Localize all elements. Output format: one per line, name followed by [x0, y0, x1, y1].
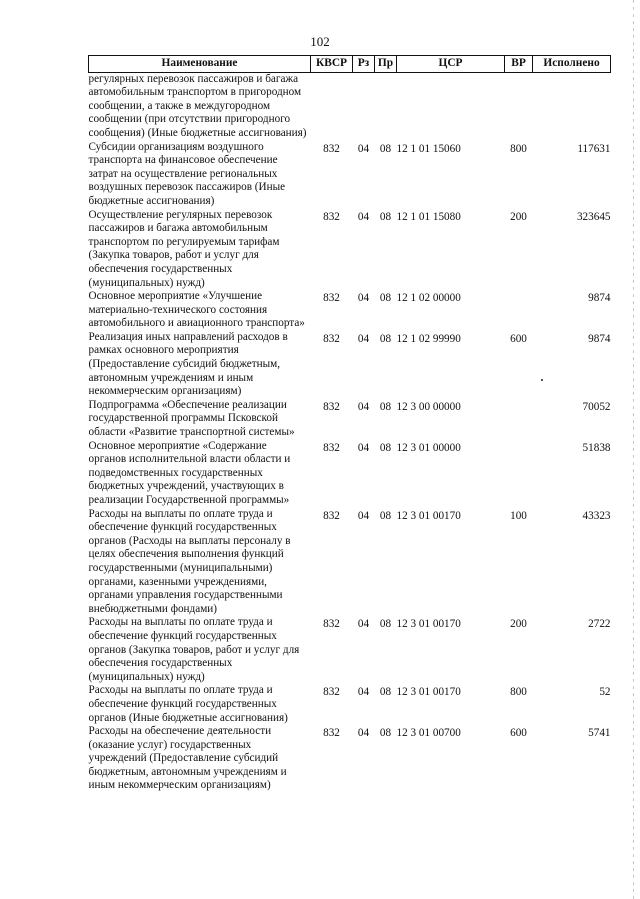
row-done: 43323 [582, 509, 611, 522]
row-pr: 08 [379, 509, 392, 522]
row-csr: 12 1 01 15060 [396, 142, 461, 155]
row-name: Реализация иных направлений расходов в рамках основного мероприятия (Предоставление субсидий бюджетным, автономным учреждениям и иным некоммерческим организациям) [88, 330, 288, 398]
row-rz: 04 [357, 332, 370, 345]
row-vr: 200 [510, 210, 527, 223]
row-done: 51838 [582, 441, 611, 454]
row-done: 9874 [588, 292, 611, 305]
row-pr: 08 [379, 332, 392, 345]
row-kvsr: 832 [323, 618, 340, 631]
row-csr: 12 1 02 00000 [396, 292, 461, 305]
row-csr: 12 1 02 99990 [396, 332, 461, 345]
row-rz: 04 [357, 441, 370, 454]
budget-table [88, 55, 611, 793]
table-row [89, 209, 611, 291]
column-header-rz: Рз [353, 56, 375, 73]
row-rz: 04 [357, 210, 370, 223]
row-csr: 12 3 01 00170 [396, 686, 461, 699]
row-pr [375, 72, 397, 140]
table-row [89, 616, 611, 684]
row-kvsr: 832 [323, 210, 340, 223]
row-name: Расходы на обеспечение деятельности (оказание услуг) государственных учреждений (Предоставление субсидий бюджетным, автономным учреждениям и иным некоммерческим организациям) [88, 725, 287, 792]
row-done: 323645 [576, 210, 611, 223]
scan-edge-line [633, 0, 634, 899]
table-row [89, 141, 611, 209]
table-row [89, 508, 611, 617]
table-row [89, 399, 611, 440]
row-pr: 08 [379, 727, 392, 740]
row-vr: 100 [510, 509, 527, 522]
row-rz: 04 [357, 686, 370, 699]
row-name: Субсидии организациям воздушного транспорта на финансовое обеспечение затрат на осуществление региональных воздушных перевозок пассажиров (Иные бюджетные ассигнования) [88, 140, 286, 207]
row-kvsr: 832 [323, 400, 340, 413]
row-name: Основное мероприятие «Содержание органов исполнительной власти области и подведомственных государственных бюджетных учреждений, участвующих в реализации Государственной программы» [88, 439, 291, 506]
row-vr: 800 [510, 686, 527, 699]
table-row [89, 290, 611, 331]
row-name: Расходы на выплаты по оплате труда и обеспечение функций государственных органов (Расходы на выплаты персоналу в целях обеспечения выполнения функций государственными (муниципальными) органами, казенными учреждениями, органами управления государственными внебюджетными фондами) [88, 507, 291, 615]
row-kvsr: 832 [323, 332, 340, 345]
row-kvsr: 832 [323, 142, 340, 155]
row-name: Расходы на выплаты по оплате труда и обеспечение функций государственных органов (Иные бюджетные ассигнования) [88, 684, 288, 724]
row-name: Подпрограмма «Обеспечение реализации государственной программы Псковской области «Развитие транспортной системы» [88, 398, 295, 439]
table-row [89, 440, 611, 508]
table-body [89, 72, 611, 793]
row-name: Основное мероприятие «Улучшение материально-технического состояния автомобильного и авиационного транспорта» [88, 290, 305, 330]
row-csr: 12 3 01 00000 [396, 441, 461, 454]
column-header-name: Наименование [89, 56, 311, 73]
table-row [89, 725, 611, 793]
row-rz: 04 [357, 618, 370, 631]
row-kvsr: 832 [323, 509, 340, 522]
column-header-pr: Пр [375, 56, 397, 73]
row-csr: 12 3 01 00170 [396, 509, 461, 522]
row-done: 117631 [577, 142, 611, 155]
row-pr: 08 [379, 210, 392, 223]
table-row [89, 684, 611, 725]
row-rz: 04 [357, 142, 370, 155]
column-header-done: Исполнено [533, 56, 611, 73]
row-csr: 12 1 01 15080 [396, 210, 461, 223]
table-header-row [89, 56, 611, 73]
page-number: 102 [310, 34, 330, 49]
row-rz: 04 [357, 727, 370, 740]
row-pr: 08 [379, 618, 392, 631]
row-pr: 08 [379, 441, 392, 454]
row-kvsr: 832 [323, 441, 340, 454]
row-done: 5741 [588, 727, 611, 740]
row-kvsr: 832 [323, 686, 340, 699]
row-name: Расходы на выплаты по оплате труда и обеспечение функций государственных органов (Закупка товаров, работ и услуг для обеспечения государственных (муниципальных) нужд) [88, 616, 300, 683]
row-rz: 04 [357, 400, 370, 413]
row-kvsr [311, 72, 353, 140]
table-row [89, 72, 611, 140]
row-name: регулярных перевозок пассажиров и багажа автомобильным транспортом в пригородном сообщении, а также в междугородном сообщении (при отсутствии пригородного сообщения) (Иные бюджетные ассигнования) [88, 72, 307, 139]
row-vr: 600 [510, 332, 527, 345]
row-vr: 800 [510, 142, 527, 155]
scan-speck [541, 379, 543, 381]
row-csr: 12 3 01 00700 [396, 727, 461, 740]
row-rz: 04 [357, 509, 370, 522]
column-header-kvsr: КВСР [311, 56, 353, 73]
row-rz: 04 [357, 292, 370, 305]
row-pr: 08 [379, 142, 392, 155]
table-row [89, 331, 611, 399]
row-pr: 08 [379, 686, 392, 699]
row-pr: 08 [379, 400, 392, 413]
row-rz [353, 72, 375, 140]
row-done: 70052 [582, 400, 611, 413]
row-vr: 600 [510, 727, 527, 740]
column-header-csr: ЦСР [397, 56, 505, 73]
row-kvsr: 832 [323, 727, 340, 740]
row-vr [505, 72, 533, 140]
row-vr [505, 440, 533, 508]
row-vr [505, 399, 533, 440]
row-done: 52 [599, 686, 611, 699]
row-done [533, 72, 611, 140]
column-header-vr: ВР [505, 56, 533, 73]
row-csr: 12 3 01 00170 [396, 618, 461, 631]
row-vr [505, 290, 533, 331]
row-done: 2722 [588, 618, 611, 631]
row-pr: 08 [379, 292, 392, 305]
row-csr [397, 72, 505, 140]
row-vr: 200 [510, 618, 527, 631]
row-name: Осуществление регулярных перевозок пассажиров и багажа автомобильным транспортом по регулируемым тарифам (Закупка товаров, работ и услуг для обеспечения государственных (муниципальных) нужд) [88, 208, 280, 289]
row-done: 9874 [588, 332, 611, 345]
row-kvsr: 832 [323, 292, 340, 305]
row-csr: 12 3 00 00000 [396, 400, 461, 413]
